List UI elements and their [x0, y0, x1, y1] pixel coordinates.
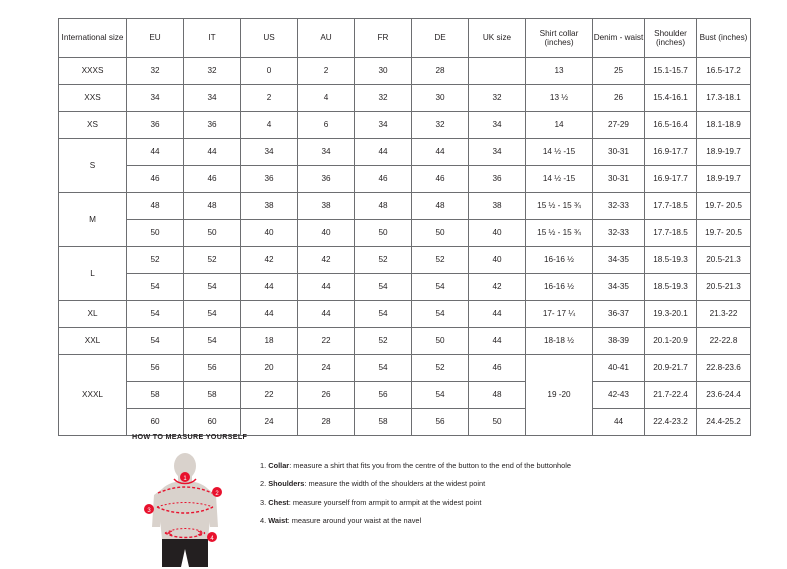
cell: 52: [184, 247, 241, 274]
cell: 16-16 ½: [526, 274, 593, 301]
cell: 0: [241, 58, 298, 85]
table-row: [59, 220, 751, 247]
cell: 56: [127, 355, 184, 382]
table-row: [59, 247, 751, 274]
cell: 22.4-23.2: [645, 409, 697, 436]
cell: 52: [355, 328, 412, 355]
cell: 32-33: [593, 220, 645, 247]
cell: 54: [184, 274, 241, 301]
cell: 34: [127, 85, 184, 112]
cell: 32: [355, 85, 412, 112]
cell: 20.1-20.9: [645, 328, 697, 355]
column-header-au: AU: [298, 19, 355, 58]
cell: 54: [412, 301, 469, 328]
cell: 15 ½ - 15 ¾: [526, 220, 593, 247]
cell: 54: [412, 382, 469, 409]
cell: 54: [355, 355, 412, 382]
cell: 16-16 ½: [526, 247, 593, 274]
cell: 44: [469, 328, 526, 355]
cell: 34: [298, 139, 355, 166]
svg-text:4: 4: [210, 536, 214, 542]
cell: 54: [412, 274, 469, 301]
cell: 40: [241, 220, 298, 247]
cell: 56: [355, 382, 412, 409]
cell: 38: [298, 193, 355, 220]
cell: 2: [241, 85, 298, 112]
cell: 16.9-17.7: [645, 166, 697, 193]
cell: 15.4-16.1: [645, 85, 697, 112]
cell: 20.9-21.7: [645, 355, 697, 382]
cell: 56: [412, 409, 469, 436]
cell: 36: [298, 166, 355, 193]
measure-step-waist: [260, 516, 571, 525]
cell: 34-35: [593, 247, 645, 274]
cell: 36: [241, 166, 298, 193]
cell: 34: [184, 85, 241, 112]
cell: 48: [412, 193, 469, 220]
cell: 48: [127, 193, 184, 220]
cell: 56: [184, 355, 241, 382]
cell: 19.7- 20.5: [697, 220, 751, 247]
measure-steps-list: [260, 449, 571, 534]
cell: 44: [355, 139, 412, 166]
cell: 50: [184, 220, 241, 247]
cell: 48: [355, 193, 412, 220]
cell: 25: [593, 58, 645, 85]
cell: 46: [355, 166, 412, 193]
cell: 42: [241, 247, 298, 274]
cell: 22: [241, 382, 298, 409]
cell: 52: [412, 355, 469, 382]
column-header-de: DE: [412, 19, 469, 58]
how-to-measure-section: [132, 432, 752, 569]
cell: 40-41: [593, 355, 645, 382]
cell: 26: [298, 382, 355, 409]
column-header-eu: EU: [127, 19, 184, 58]
cell: 50: [355, 220, 412, 247]
cell: 52: [412, 247, 469, 274]
cell: 48: [469, 382, 526, 409]
cell: 50: [469, 409, 526, 436]
cell: 17.3-18.1: [697, 85, 751, 112]
cell: 44: [469, 301, 526, 328]
cell: 44: [241, 274, 298, 301]
size-label-cell: L: [59, 247, 127, 301]
cell: 4: [298, 85, 355, 112]
cell: 58: [127, 382, 184, 409]
cell: 19.7- 20.5: [697, 193, 751, 220]
measure-step-text-waist: : measure around your waist at the navel: [287, 515, 422, 525]
cell: 27-29: [593, 112, 645, 139]
table-row: [59, 382, 751, 409]
size-label-cell: XS: [59, 112, 127, 139]
measure-step-number-2: 2.: [260, 479, 267, 489]
cell: 24.4-25.2: [697, 409, 751, 436]
cell: 50: [127, 220, 184, 247]
cell: 58: [355, 409, 412, 436]
cell: 18: [241, 328, 298, 355]
measure-step-label-collar: Collar: [268, 461, 290, 470]
size-label-cell: XXXL: [59, 355, 127, 436]
measure-step-label-shoulders: Shoulders: [268, 479, 305, 489]
column-header-international-size: International size: [59, 19, 127, 58]
measure-step-chest: [260, 498, 571, 507]
cell: 19.3-20.1: [645, 301, 697, 328]
cell: 60: [184, 409, 241, 436]
size-label-cell: XXXS: [59, 58, 127, 85]
cell: 28: [412, 58, 469, 85]
cell: 13 ½: [526, 85, 593, 112]
cell: 6: [298, 112, 355, 139]
cell: 60: [127, 409, 184, 436]
column-header-shoulder: Shoulder (inches): [645, 19, 697, 58]
cell: 15 ½ - 15 ¾: [526, 193, 593, 220]
cell: 44: [127, 139, 184, 166]
table-row: [59, 85, 751, 112]
cell: 14 ½ -15: [526, 139, 593, 166]
cell: 42-43: [593, 382, 645, 409]
table-row: [59, 328, 751, 355]
body-diagram-svg: [132, 449, 252, 569]
cell: 22: [298, 328, 355, 355]
cell: 36: [184, 112, 241, 139]
column-header-shirt-collar: Shirt collar (inches): [526, 19, 593, 58]
measure-step-collar: [260, 461, 571, 470]
cell: 32: [469, 85, 526, 112]
column-header-fr: FR: [355, 19, 412, 58]
cell: 32: [412, 112, 469, 139]
cell: 16.5-16.4: [645, 112, 697, 139]
cell: 2: [298, 58, 355, 85]
cell: [469, 58, 526, 85]
table-row: [59, 166, 751, 193]
cell: 40: [298, 220, 355, 247]
cell: 34: [469, 112, 526, 139]
measure-step-text-collar: : measure a shirt that fits you from the centre of the button to the end of the buttonhole: [289, 461, 572, 470]
measure-step-text-chest: : measure yourself from armpit to armpit at the widest point: [288, 497, 482, 507]
how-to-measure-title: HOW TO MEASURE YOURSELF: [132, 432, 248, 441]
cell: 32: [184, 58, 241, 85]
cell: 17.7-18.5: [645, 220, 697, 247]
cell: 16.9-17.7: [645, 139, 697, 166]
measure-step-number-4: 4.: [260, 515, 267, 525]
cell: 26: [593, 85, 645, 112]
cell: 24: [241, 409, 298, 436]
column-header-bust: Bust (inches): [697, 19, 751, 58]
cell: 20.5-21.3: [697, 274, 751, 301]
cell: 18-18 ½: [526, 328, 593, 355]
table-row: [59, 58, 751, 85]
table-row: [59, 301, 751, 328]
cell: 36: [127, 112, 184, 139]
cell: 30-31: [593, 139, 645, 166]
cell: 54: [127, 301, 184, 328]
cell: 17- 17 ¼: [526, 301, 593, 328]
cell: 22.8-23.6: [697, 355, 751, 382]
cell: 18.9-19.7: [697, 166, 751, 193]
cell: 54: [184, 301, 241, 328]
cell: 52: [127, 247, 184, 274]
cell: 13: [526, 58, 593, 85]
cell: 30-31: [593, 166, 645, 193]
cell: 46: [469, 355, 526, 382]
cell: 30: [412, 85, 469, 112]
cell: 42: [298, 247, 355, 274]
cell: 52: [355, 247, 412, 274]
cell: 44: [298, 301, 355, 328]
table-row: [59, 193, 751, 220]
measure-step-number-3: 3.: [260, 497, 267, 507]
svg-text:2: 2: [215, 491, 219, 497]
cell: 54: [184, 328, 241, 355]
table-row: [59, 112, 751, 139]
cell: 48: [184, 193, 241, 220]
cell: 20: [241, 355, 298, 382]
cell: 36: [469, 166, 526, 193]
cell: 44: [593, 409, 645, 436]
cell: 40: [469, 220, 526, 247]
cell: 50: [412, 220, 469, 247]
measure-step-text-shoulders: : measure the width of the shoulders at the widest point: [304, 479, 486, 489]
cell: 4: [241, 112, 298, 139]
cell: 46: [127, 166, 184, 193]
table-header-row: [59, 19, 751, 58]
cell: 24: [298, 355, 355, 382]
cell: 38: [241, 193, 298, 220]
cell: 17.7-18.5: [645, 193, 697, 220]
cell: 54: [355, 301, 412, 328]
cell: 34: [241, 139, 298, 166]
cell: 32: [127, 58, 184, 85]
cell: 38-39: [593, 328, 645, 355]
cell: 38: [469, 193, 526, 220]
cell: 34: [355, 112, 412, 139]
cell: 28: [298, 409, 355, 436]
cell: 46: [412, 166, 469, 193]
cell-shirt-collar: 19 -20: [526, 355, 593, 436]
svg-text:1: 1: [183, 476, 187, 482]
table-row: [59, 355, 751, 382]
cell: 21.3-22: [697, 301, 751, 328]
cell: 15.1-15.7: [645, 58, 697, 85]
cell: 32-33: [593, 193, 645, 220]
column-header-it: IT: [184, 19, 241, 58]
cell: 14 ½ -15: [526, 166, 593, 193]
measure-step-label-waist: Waist: [268, 515, 288, 525]
cell: 18.5-19.3: [645, 247, 697, 274]
cell: 20.5-21.3: [697, 247, 751, 274]
cell: 40: [469, 247, 526, 274]
cell: 34-35: [593, 274, 645, 301]
cell: 21.7-22.4: [645, 382, 697, 409]
column-header-us: US: [241, 19, 298, 58]
table-body: [59, 58, 751, 436]
column-header-uk-size: UK size: [469, 19, 526, 58]
cell: 54: [355, 274, 412, 301]
cell: 22-22.8: [697, 328, 751, 355]
table-row: [59, 274, 751, 301]
cell: 18.9-19.7: [697, 139, 751, 166]
cell: 54: [127, 328, 184, 355]
cell: 18.1-18.9: [697, 112, 751, 139]
size-label-cell: XL: [59, 301, 127, 328]
cell: 44: [184, 139, 241, 166]
size-label-cell: XXS: [59, 85, 127, 112]
cell: 46: [184, 166, 241, 193]
cell: 36-37: [593, 301, 645, 328]
table-row: [59, 139, 751, 166]
size-label-cell: S: [59, 139, 127, 193]
cell: 44: [298, 274, 355, 301]
svg-text:3: 3: [147, 508, 151, 514]
cell: 30: [355, 58, 412, 85]
size-chart-table: [58, 18, 751, 436]
cell: 44: [241, 301, 298, 328]
cell: 18.5-19.3: [645, 274, 697, 301]
cell: 34: [469, 139, 526, 166]
cell: 14: [526, 112, 593, 139]
cell: 16.5-17.2: [697, 58, 751, 85]
cell: 58: [184, 382, 241, 409]
measure-step-label-chest: Chest: [268, 497, 289, 507]
cell: 50: [412, 328, 469, 355]
size-label-cell: XXL: [59, 328, 127, 355]
cell: 54: [127, 274, 184, 301]
measure-step-shoulders: [260, 479, 571, 488]
cell: 42: [469, 274, 526, 301]
cell: 44: [412, 139, 469, 166]
measure-step-number-1: 1.: [260, 461, 267, 470]
body-diagram: [132, 449, 252, 569]
size-label-cell: M: [59, 193, 127, 247]
column-header-denim-waist: Denim - waist: [593, 19, 645, 58]
cell: 23.6-24.4: [697, 382, 751, 409]
